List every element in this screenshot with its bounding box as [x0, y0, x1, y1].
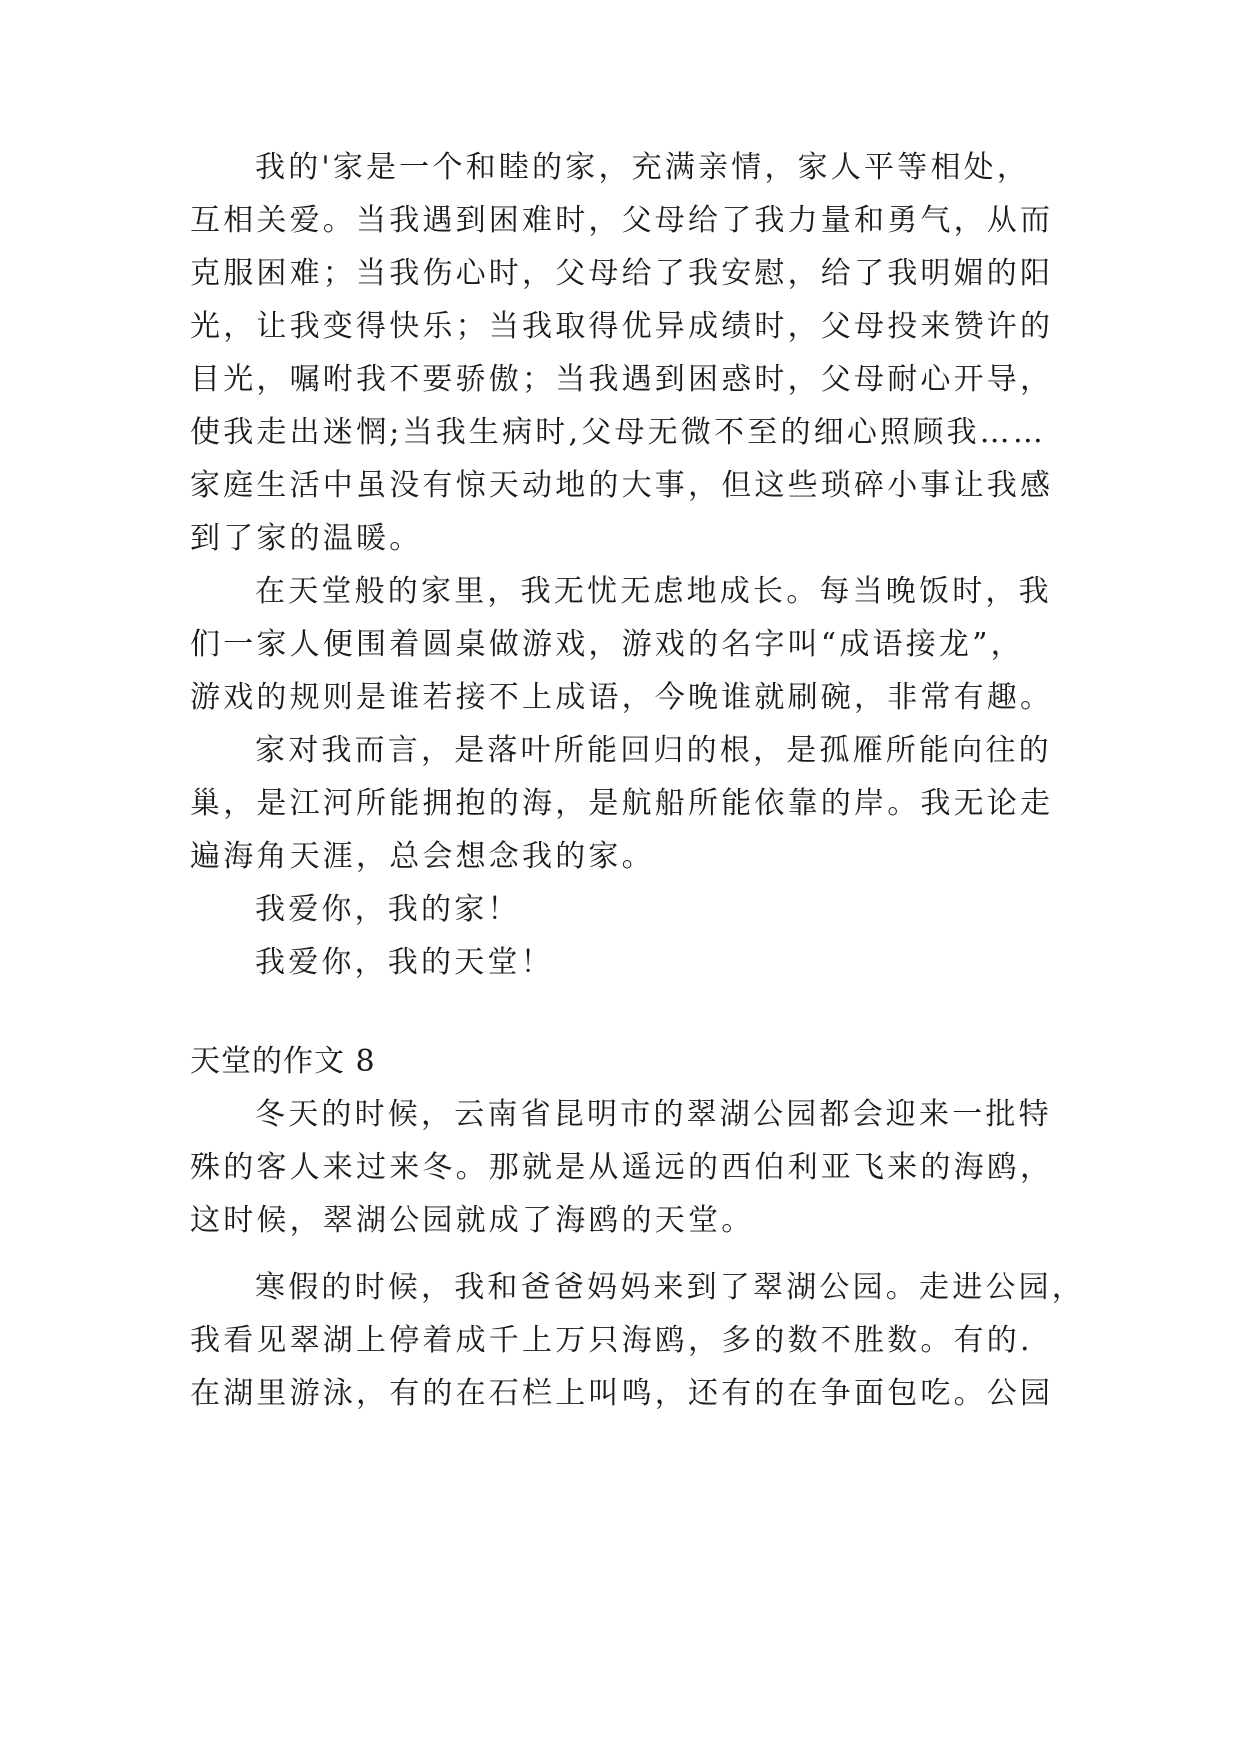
text-line: 到了家的温暖。	[190, 521, 423, 556]
text-line: 目光，嘱咐我不要骄傲；当我遇到困惑时，父母耐心开导，	[190, 362, 1054, 397]
text-line: 冬天的时候，云南省昆明市的翠湖公园都会迎来一批特	[255, 1097, 1052, 1132]
text-line: 互相关爱。当我遇到困难时，父母给了我力量和勇气，从而	[190, 203, 1054, 238]
text-line: 我爱你，我的家！	[255, 892, 521, 927]
text-line: 家对我而言，是落叶所能回归的根，是孤雁所能向往的	[255, 733, 1052, 768]
text-line: 在湖里游泳，有的在石栏上叫鸣，还有的在争面包吃。公园	[190, 1376, 1054, 1411]
text-line: 我的'家是一个和睦的家，充满亲情，家人平等相处，	[255, 150, 1031, 185]
text-line: 克服困难；当我伤心时，父母给了我安慰，给了我明媚的阳	[190, 256, 1054, 291]
section-title: 天堂的作文 8	[190, 1044, 376, 1079]
text-line: 殊的客人来过来冬。那就是从遥远的西伯利亚飞来的海鸥，	[190, 1150, 1054, 1185]
text-line: 游戏的规则是谁若接不上成语，今晚谁就刷碗，非常有趣。	[190, 680, 1054, 715]
text-line: 使我走出迷惘;当我生病时,父母无微不至的细心照顾我……	[190, 415, 1047, 450]
text-line: 家庭生活中虽没有惊天动地的大事，但这些琐碎小事让我感	[190, 468, 1054, 503]
text-line: 巢，是江河所能拥抱的海，是航船所能依靠的岸。我无论走	[190, 786, 1054, 821]
text-line: 遍海角天涯，总会想念我的家。	[190, 839, 655, 874]
text-line: 光，让我变得快乐；当我取得优异成绩时，父母投来赞许的	[190, 309, 1054, 344]
text-line: 这时候，翠湖公园就成了海鸥的天堂。	[190, 1203, 755, 1238]
text-line: 寒假的时候，我和爸爸妈妈来到了翠湖公园。走进公园，	[255, 1270, 1085, 1305]
text-line: 我看见翠湖上停着成千上万只海鸥，多的数不胜数。有的.	[190, 1323, 1033, 1358]
text-line: 们一家人便围着圆桌做游戏，游戏的名字叫“成语接龙”，	[190, 627, 1024, 662]
text-line: 我爱你，我的天堂！	[255, 945, 554, 980]
text-line: 在天堂般的家里，我无忧无虑地成长。每当晚饭时，我	[255, 574, 1052, 609]
